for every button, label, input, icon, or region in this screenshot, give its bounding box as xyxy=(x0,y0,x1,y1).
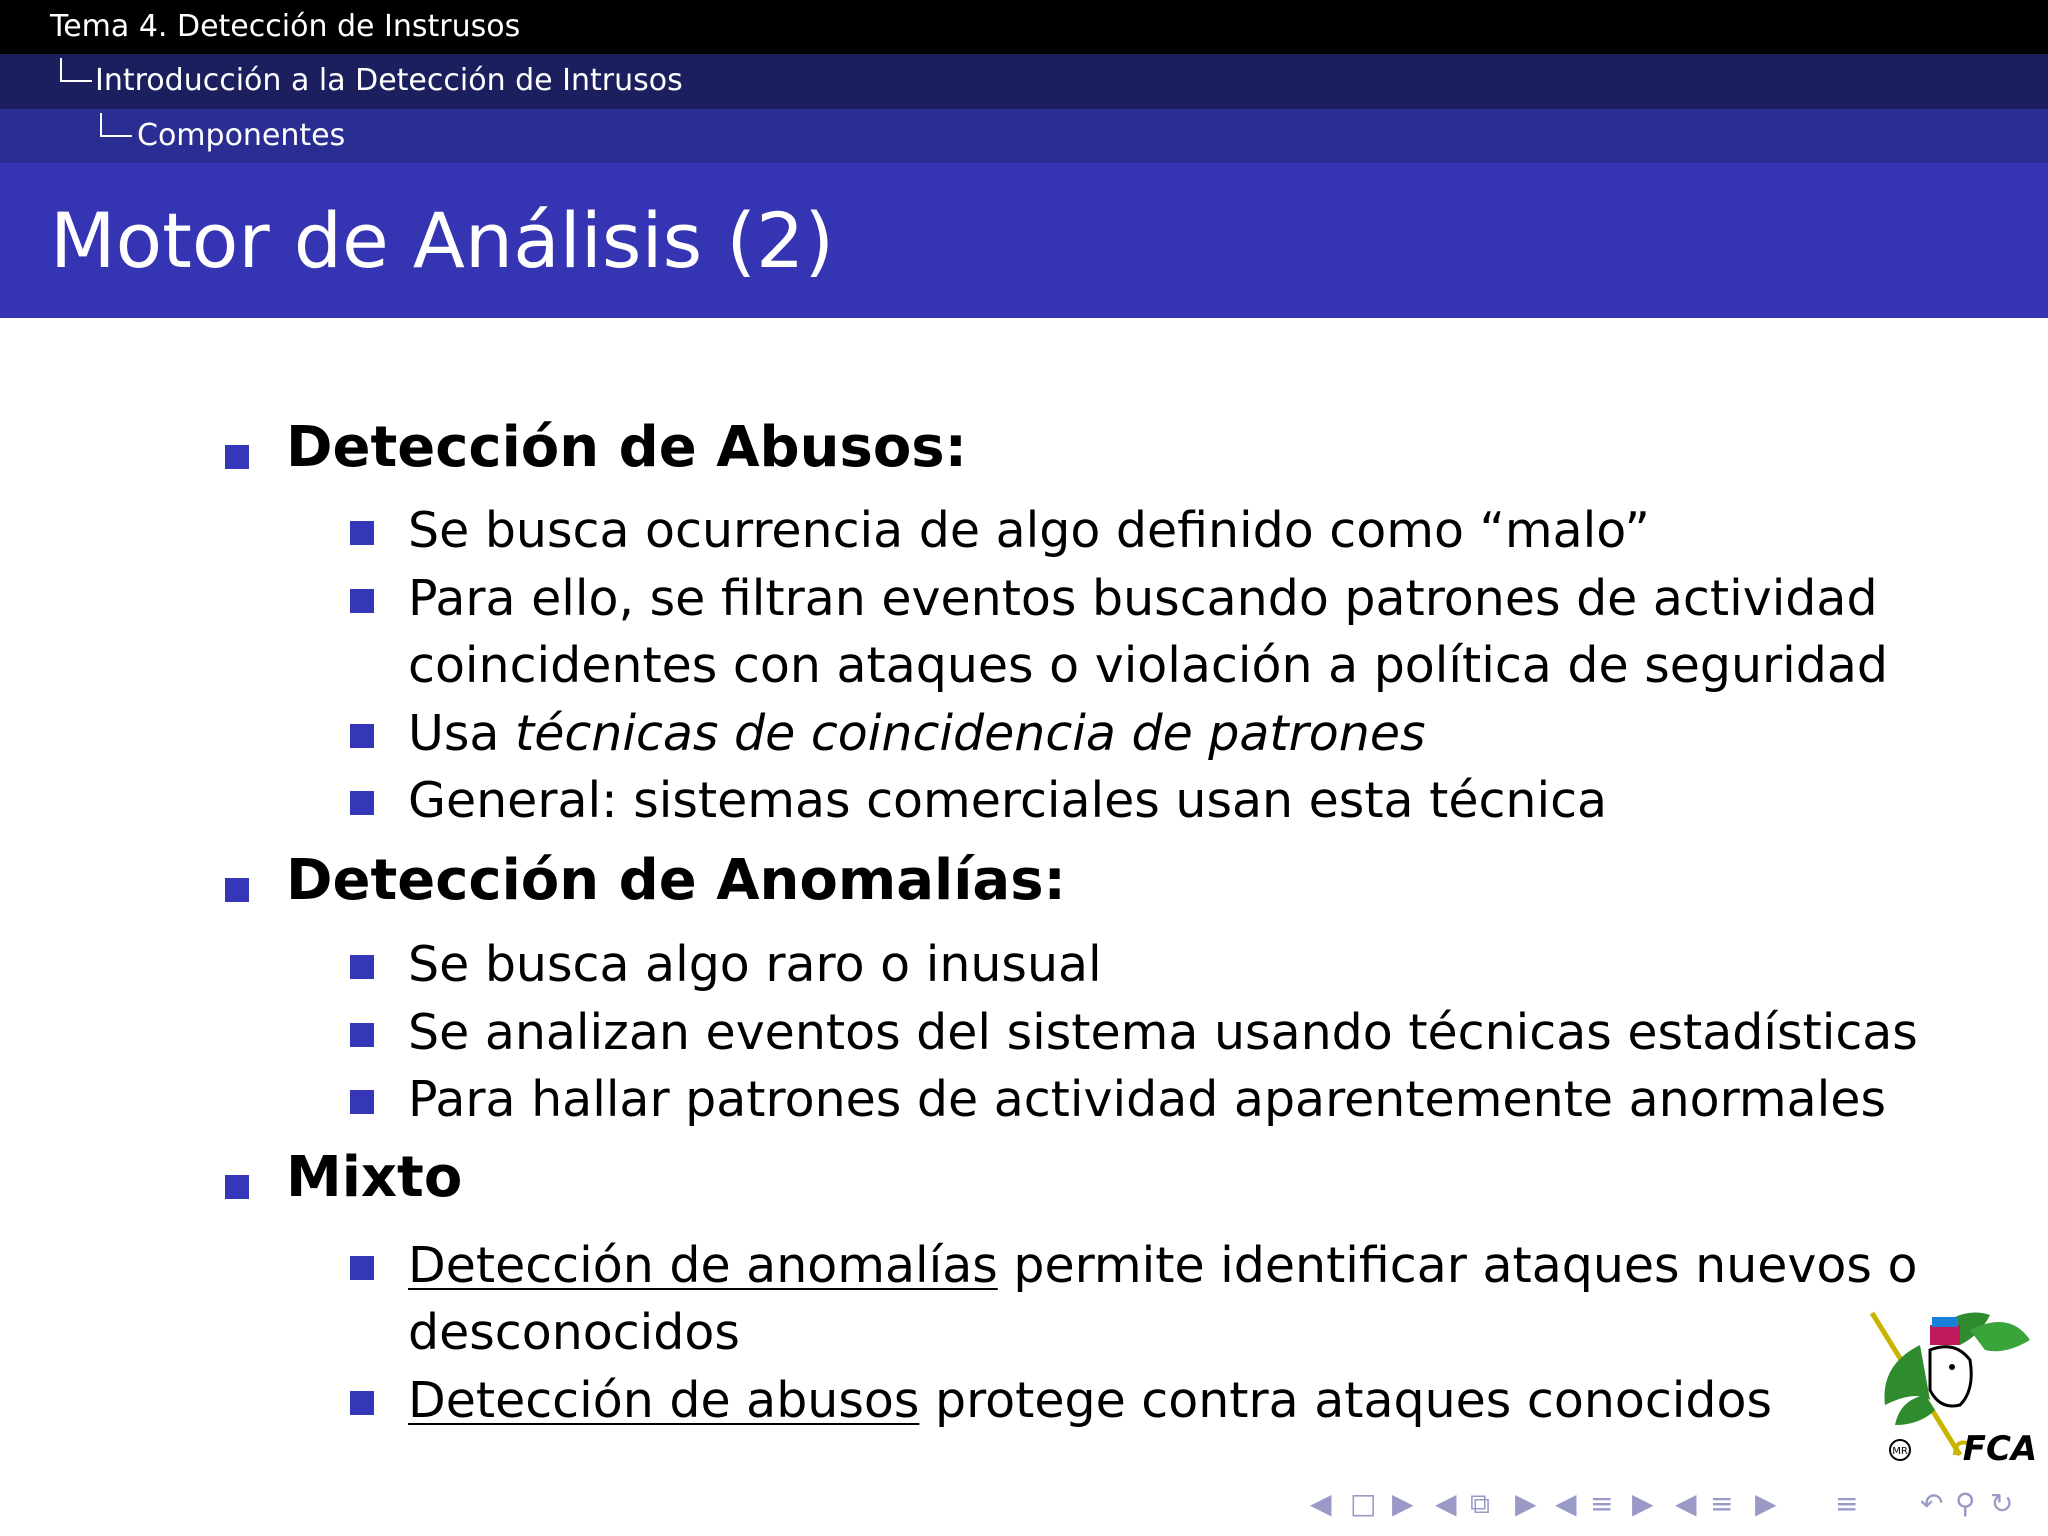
header-subsubsection-bar xyxy=(0,109,2048,163)
bullet-icon xyxy=(350,724,374,748)
nav-left-icon[interactable]: ◀ xyxy=(1555,1487,1577,1520)
header-subsubsection[interactable]: Componentes xyxy=(137,118,346,153)
menu-icon[interactable]: ≡ xyxy=(1835,1487,1859,1520)
emphasis-text: técnicas de coincidencia de patrones xyxy=(515,705,1426,762)
back-icon[interactable]: ↶ xyxy=(1920,1487,1944,1520)
nav-right-icon[interactable]: ▶ xyxy=(1755,1487,1777,1520)
heading-abusos: Detección de Abusos: xyxy=(286,415,968,480)
bullet-icon xyxy=(350,521,374,545)
subsection-icon[interactable]: ⧉ xyxy=(1470,1487,1490,1520)
logo-text: FCA xyxy=(1962,1429,2038,1465)
underlined-term: Detección de abusos xyxy=(408,1372,920,1429)
nav-right-icon[interactable]: ▶ xyxy=(1392,1487,1414,1520)
header-subsection[interactable]: Introducción a la Detección de Intrusos xyxy=(95,63,683,98)
nav-left-icon[interactable]: ◀ xyxy=(1435,1487,1457,1520)
header-subsection-bar xyxy=(0,54,2048,109)
heading-mixto: Mixto xyxy=(286,1145,463,1210)
refresh-icon[interactable]: ↻ xyxy=(1990,1487,2014,1520)
header-section[interactable]: Tema 4. Detección de Instrusos xyxy=(50,9,521,44)
bullet-icon xyxy=(225,1175,249,1199)
list-item: Detección de abusos protege contra ataques conocidos xyxy=(408,1372,1773,1429)
bullet-icon xyxy=(350,1391,374,1415)
logo-mark: MR xyxy=(1892,1446,1908,1457)
bullet-icon xyxy=(225,445,249,469)
list-item-continuation: coincidentes con ataques o violación a política de seguridad xyxy=(408,637,1889,694)
toc-icon[interactable]: ≡ xyxy=(1710,1487,1734,1520)
slide-title: Motor de Análisis (2) xyxy=(50,196,835,285)
list-item: Se busca algo raro o inusual xyxy=(408,936,1102,993)
nav-left-icon[interactable]: ◀ xyxy=(1310,1487,1332,1520)
nav-right-icon[interactable]: ▶ xyxy=(1515,1487,1537,1520)
nav-left-icon[interactable]: ◀ xyxy=(1675,1487,1697,1520)
heading-anomalias: Detección de Anomalías: xyxy=(286,848,1066,913)
list-item: Para hallar patrones de actividad aparentemente anormales xyxy=(408,1071,1886,1128)
list-item: General: sistemas comerciales usan esta técnica xyxy=(408,772,1608,829)
bullet-icon xyxy=(350,791,374,815)
list-item: Usa técnicas de coincidencia de patrones xyxy=(408,705,1426,762)
frame-icon[interactable]: □ xyxy=(1350,1487,1377,1520)
bullet-icon xyxy=(225,878,249,902)
list-item: Se busca ocurrencia de algo definido como “malo” xyxy=(408,502,1650,559)
section-icon[interactable]: ≡ xyxy=(1590,1487,1614,1520)
beamer-navigation xyxy=(1310,1487,2040,1527)
fca-logo xyxy=(1860,1305,2040,1465)
list-item: Detección de anomalías permite identificar ataques nuevos o xyxy=(408,1237,1918,1294)
bullet-icon xyxy=(350,589,374,613)
header-section-bar xyxy=(0,0,2048,54)
list-item: Se analizan eventos del sistema usando técnicas estadísticas xyxy=(408,1004,1918,1061)
list-item-continuation: desconocidos xyxy=(408,1304,740,1361)
bullet-icon xyxy=(350,1023,374,1047)
tree-connector-icon xyxy=(100,113,132,137)
list-item: Para ello, se filtran eventos buscando patrones de actividad xyxy=(408,570,1878,627)
search-icon[interactable]: ⚲ xyxy=(1955,1487,1976,1520)
underlined-term: Detección de anomalías xyxy=(408,1237,998,1294)
bullet-icon xyxy=(350,1256,374,1280)
tree-connector-icon xyxy=(60,58,92,82)
title-bar xyxy=(0,163,2048,318)
nav-right-icon[interactable]: ▶ xyxy=(1632,1487,1654,1520)
bullet-icon xyxy=(350,1090,374,1114)
bullet-icon xyxy=(350,955,374,979)
